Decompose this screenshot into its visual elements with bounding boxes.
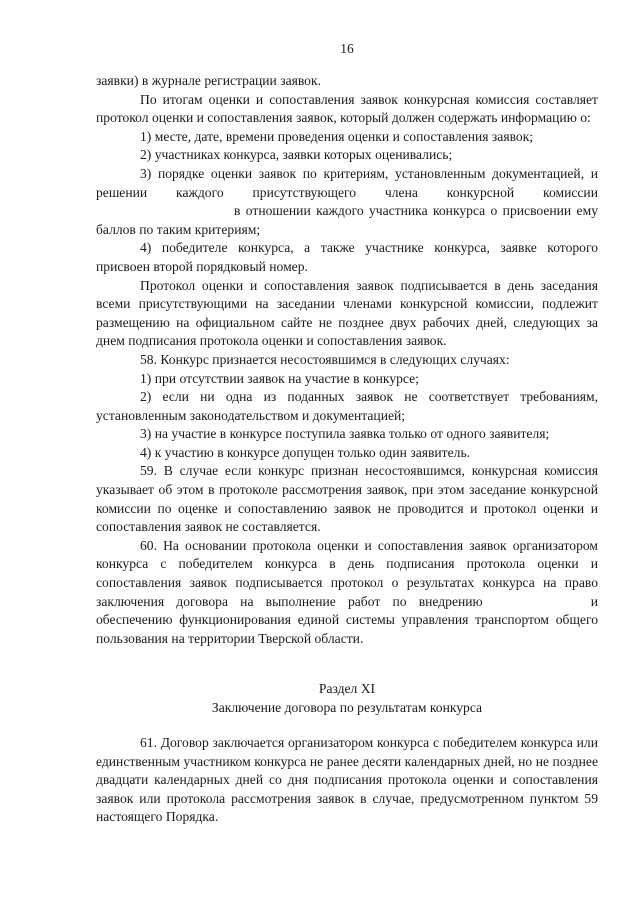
list-item-place-date: 1) месте, дате, времени проведения оценки и сопоставления заявок; (140, 128, 534, 144)
paragraph-60-part1: 60. На основании протокола оценки и сопоставления заявок организатором конкурса с победителем конкурса в день подписания протокола оценки и сопоставления заявок подписывается протокол о результатах конкурса на право заключения договора на выполнение работ по внедрению (96, 537, 598, 609)
paragraph-61: 61. Договор заключается организатором конкурса с победителем конкурса или единственным участником конкурса не ранее десяти календарных дней, но не позднее двадцати календарных дней со дня подписания протокола оценки и сопоставления заявок или протокола рассмотрения заявок в случае, предусмотренном пунктом 59 настоящего Порядка. (96, 735, 598, 825)
list-item-winner: 4) победителе конкурса, а также участнике конкурса, заявке которого присвоен второй порядковый номер. (96, 240, 598, 274)
list-item-one-admitted: 4) к участию в конкурсе допущен только один заявитель. (140, 444, 471, 460)
paragraph-58: 58. Конкурс признается несостоявшимся в следующих случаях: (140, 351, 510, 367)
section-subtitle: Заключение договора по результатам конкурса (211, 700, 483, 715)
section-title: Раздел XI (318, 681, 376, 696)
list-item-no-applications: 1) при отсутствии заявок на участие в конкурсе; (140, 370, 419, 386)
page-number: 16 (340, 41, 354, 56)
paragraph-protocol-signing: Протокол оценки и сопоставления заявок подписывается в день заседания всеми присутствующими на заседании членами конкурсной комиссии, подлежит размещению на официальном сайте не позднее двух рабочих дней, следующих за днем подписания протокола оценки и сопоставления заявок. (96, 277, 598, 349)
paragraph-60 (96, 537, 598, 649)
list-item-evaluation-order (96, 165, 598, 239)
paragraph-continuation: заявки) в журнале регистрации заявок. (96, 73, 321, 88)
paragraph-protocol-intro: По итогам оценки и сопоставления заявок конкурсная комиссия составляет протокол оценки и сопоставления заявок, который должен содержать информацию о: (96, 91, 598, 126)
list-item-participants: 2) участниках конкурса, заявки которых оценивались; (140, 147, 453, 163)
paragraph-59: 59. В случае если конкурс признан несостоявшимся, конкурсная комиссия указывает об этом в протоколе рассмотрения заявок, при этом заседание конкурсной комиссии по оценке и сопоставлению заявок не проводится и протокол оценки и сопоставления заявок не составляется. (96, 463, 598, 535)
paragraph-60-part2: и обеспечению функционирования единой системы управления транспортом общего пользования на территории Тверской области. (96, 593, 598, 646)
list-item-one-applicant: 3) на участие в конкурсе поступила заявка только от одного заявителя; (140, 426, 550, 442)
list-item-no-compliance: 2) если ни одна из поданных заявок не соответствует требованиям, установленным законодательством и документацией; (96, 389, 598, 423)
paragraph-61-block (96, 734, 598, 827)
list-item-evaluation-order-part2: в отношении каждого участника конкурса о присвоении ему баллов по таким критериям; (96, 203, 598, 237)
document-body (96, 72, 598, 648)
list-item-evaluation-order-part1: 3) порядке оценки заявок по критериям, установленным документацией, и решении каждого присутствующего члена конкурсной комиссии (96, 165, 598, 200)
